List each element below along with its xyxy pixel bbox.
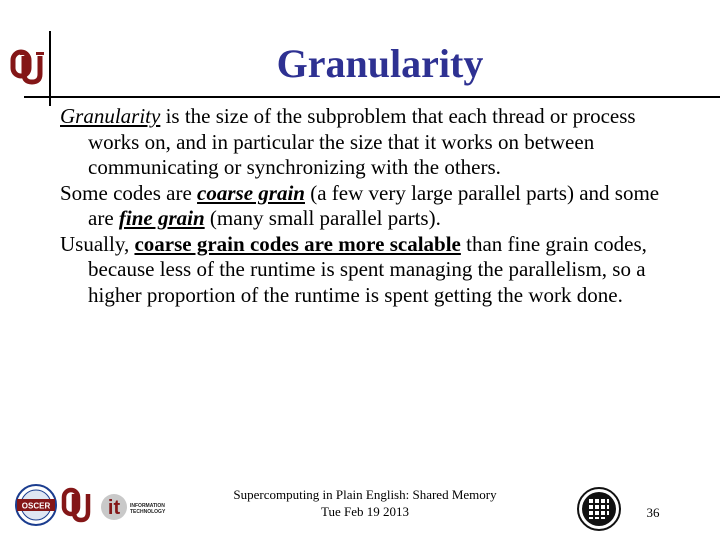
footer-course-title: Supercomputing in Plain English: Shared Memory <box>233 487 497 502</box>
footer-logos <box>14 482 204 528</box>
text-segment: Usually, <box>60 231 135 256</box>
it-logo-icon <box>101 494 166 520</box>
term-coarse-grain: coarse grain <box>197 180 305 205</box>
text-segment: than fine grain codes, because less of the runtime is spent managing the parallelism, so a higher proportion of the runtime is spent getting the work done. <box>88 231 647 307</box>
paragraph-coarse-fine <box>60 181 660 232</box>
it-logo-subtext-2: TECHNOLOGY <box>130 509 166 515</box>
footer-caption <box>215 486 515 520</box>
slide-body <box>60 104 660 308</box>
term-fine-grain: fine grain <box>118 206 205 230</box>
horizontal-rule <box>24 96 720 98</box>
vertical-rule <box>49 31 51 106</box>
text-segment: Some codes are <box>60 180 198 205</box>
paragraph-scalability <box>60 232 660 309</box>
oscer-logo-icon <box>16 485 56 525</box>
text-segment: (many small parallel parts). <box>204 206 441 230</box>
oscer-logo-text: OSCER <box>21 501 51 511</box>
slide-title: Granularity <box>276 41 484 86</box>
footer-date: Tue Feb 19 2013 <box>320 504 409 519</box>
text-segment: (a few very large parallel parts) and some are <box>88 180 660 230</box>
it-logo-text: it <box>107 497 121 519</box>
it-logo-subtext-1: INFORMATION <box>130 503 165 509</box>
oscer-seal-icon <box>576 486 622 532</box>
emphasis-scalable: coarse grain codes are more scalable <box>134 231 461 256</box>
term-granularity: Granularity <box>60 104 161 128</box>
paragraph-granularity-definition <box>60 104 660 181</box>
ou-logo-icon <box>10 46 44 86</box>
ou-footer-logo-icon <box>64 490 88 520</box>
definition-text: is the size of the subproblem that each thread or process works on, and in particular the size that it works on between communicating or synchronizing with the others. <box>88 104 636 179</box>
page-number: 36 <box>646 505 660 520</box>
